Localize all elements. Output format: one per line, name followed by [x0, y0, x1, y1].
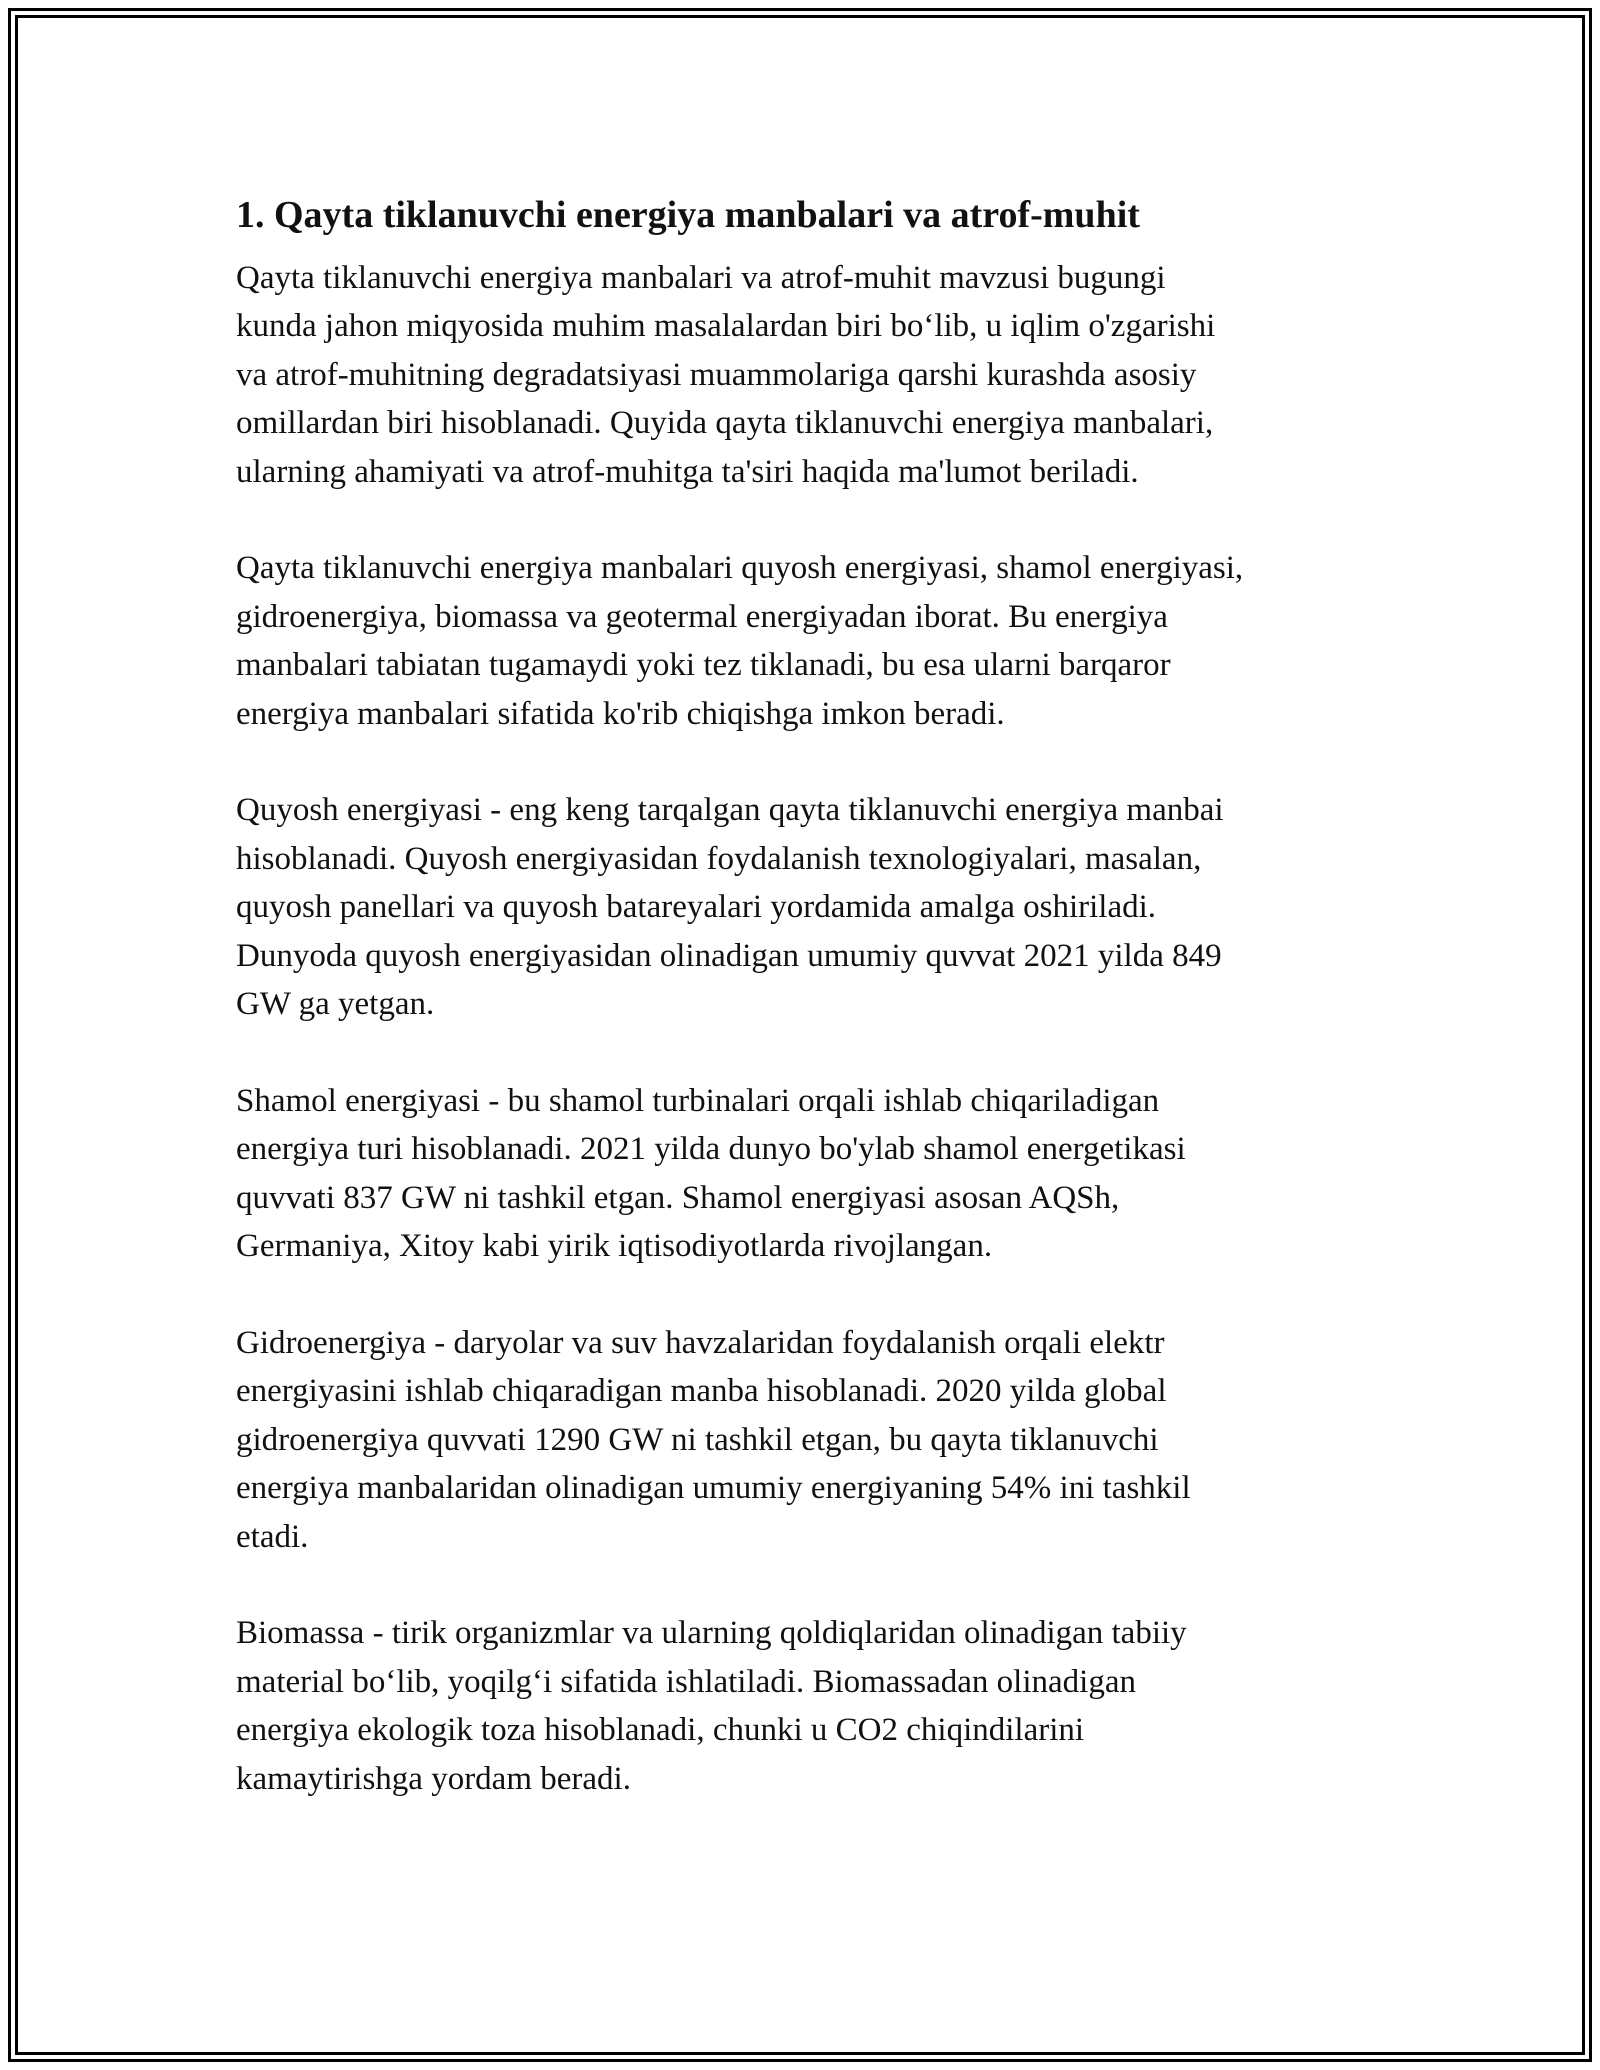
paragraph-sources: Qayta tiklanuvchi energiya manbalari quyosh energiyasi, shamol energiyasi, gidroenergiya, biomassa va geotermal energiyadan iborat. Bu energiya manbalari tabiatan tugamaydi yoki tez tiklanadi, bu esa ularni barqaror energiya manbalari sifatida ko'rib chiqishga imkon beradi.	[236, 550, 1244, 732]
paragraph-hydro: Gidroenergiya - daryolar va suv havzalaridan foydalanish orqali elektr energiyasini ishlab chiqaradigan manba hisoblanadi. 2020 yilda global gidroenergiya quvvati 1290 GW ni tashkil etgan, bu qayta tiklanuvchi energiya manbalaridan olinadigan umumiy energiyaning 54% ini tashkil etadi.	[236, 1324, 1191, 1555]
paragraph-wind: Shamol energiyasi - bu shamol turbinalari orqali ishlab chiqariladigan energiya turi hisoblanadi. 2021 yilda dunyo bo'ylab shamol energetikasi quvvati 837 GW ni tashkil etgan. Shamol energiyasi asosan AQSh, Germaniya, Xitoy kabi yirik iqtisodiyotlarda rivojlangan.	[236, 1082, 1186, 1265]
document-body	[236, 186, 1376, 1803]
paragraph-intro: Qayta tiklanuvchi energiya manbalari va atrof-muhit mavzusi bugungi kunda jahon miqyosida muhim masalalardan biri bo‘lib, u iqlim o'zgarishi va atrof-muhitning degradatsiyasi muammolariga qarshi kurashda asosiy omillardan biri hisoblanadi. Quyida qayta tiklanuvchi energiya manbalari, ularning ahamiyati va atrof-muhitga ta'siri haqida ma'lumot beriladi.	[236, 260, 1216, 490]
paragraph-solar: Quyosh energiyasi - eng keng tarqalgan qayta tiklanuvchi energiya manbai hisoblanadi. Quyosh energiyasidan foydalanish texnologiyalari, masalan, quyosh panellari va quyosh batareyalari yordamida amalga oshiriladi. Dunyoda quyosh energiyasidan olinadigan umumiy quvvat 2021 yilda 849 GW ga yetgan.	[236, 792, 1224, 1023]
section-heading: 1. Qayta tiklanuvchi energiya manbalari va atrof-muhit	[236, 194, 1140, 236]
paragraph-biomass: Biomassa - tirik organizmlar va ularning qoldiqlaridan olinadigan tabiiy material bo‘lib, yoqilg‘i sifatida ishlatiladi. Biomassadan olinadigan energiya ekologik toza hisoblanadi, chunki u CO2 chiqindilarini kamaytirishga yordam beradi.	[236, 1615, 1187, 1797]
